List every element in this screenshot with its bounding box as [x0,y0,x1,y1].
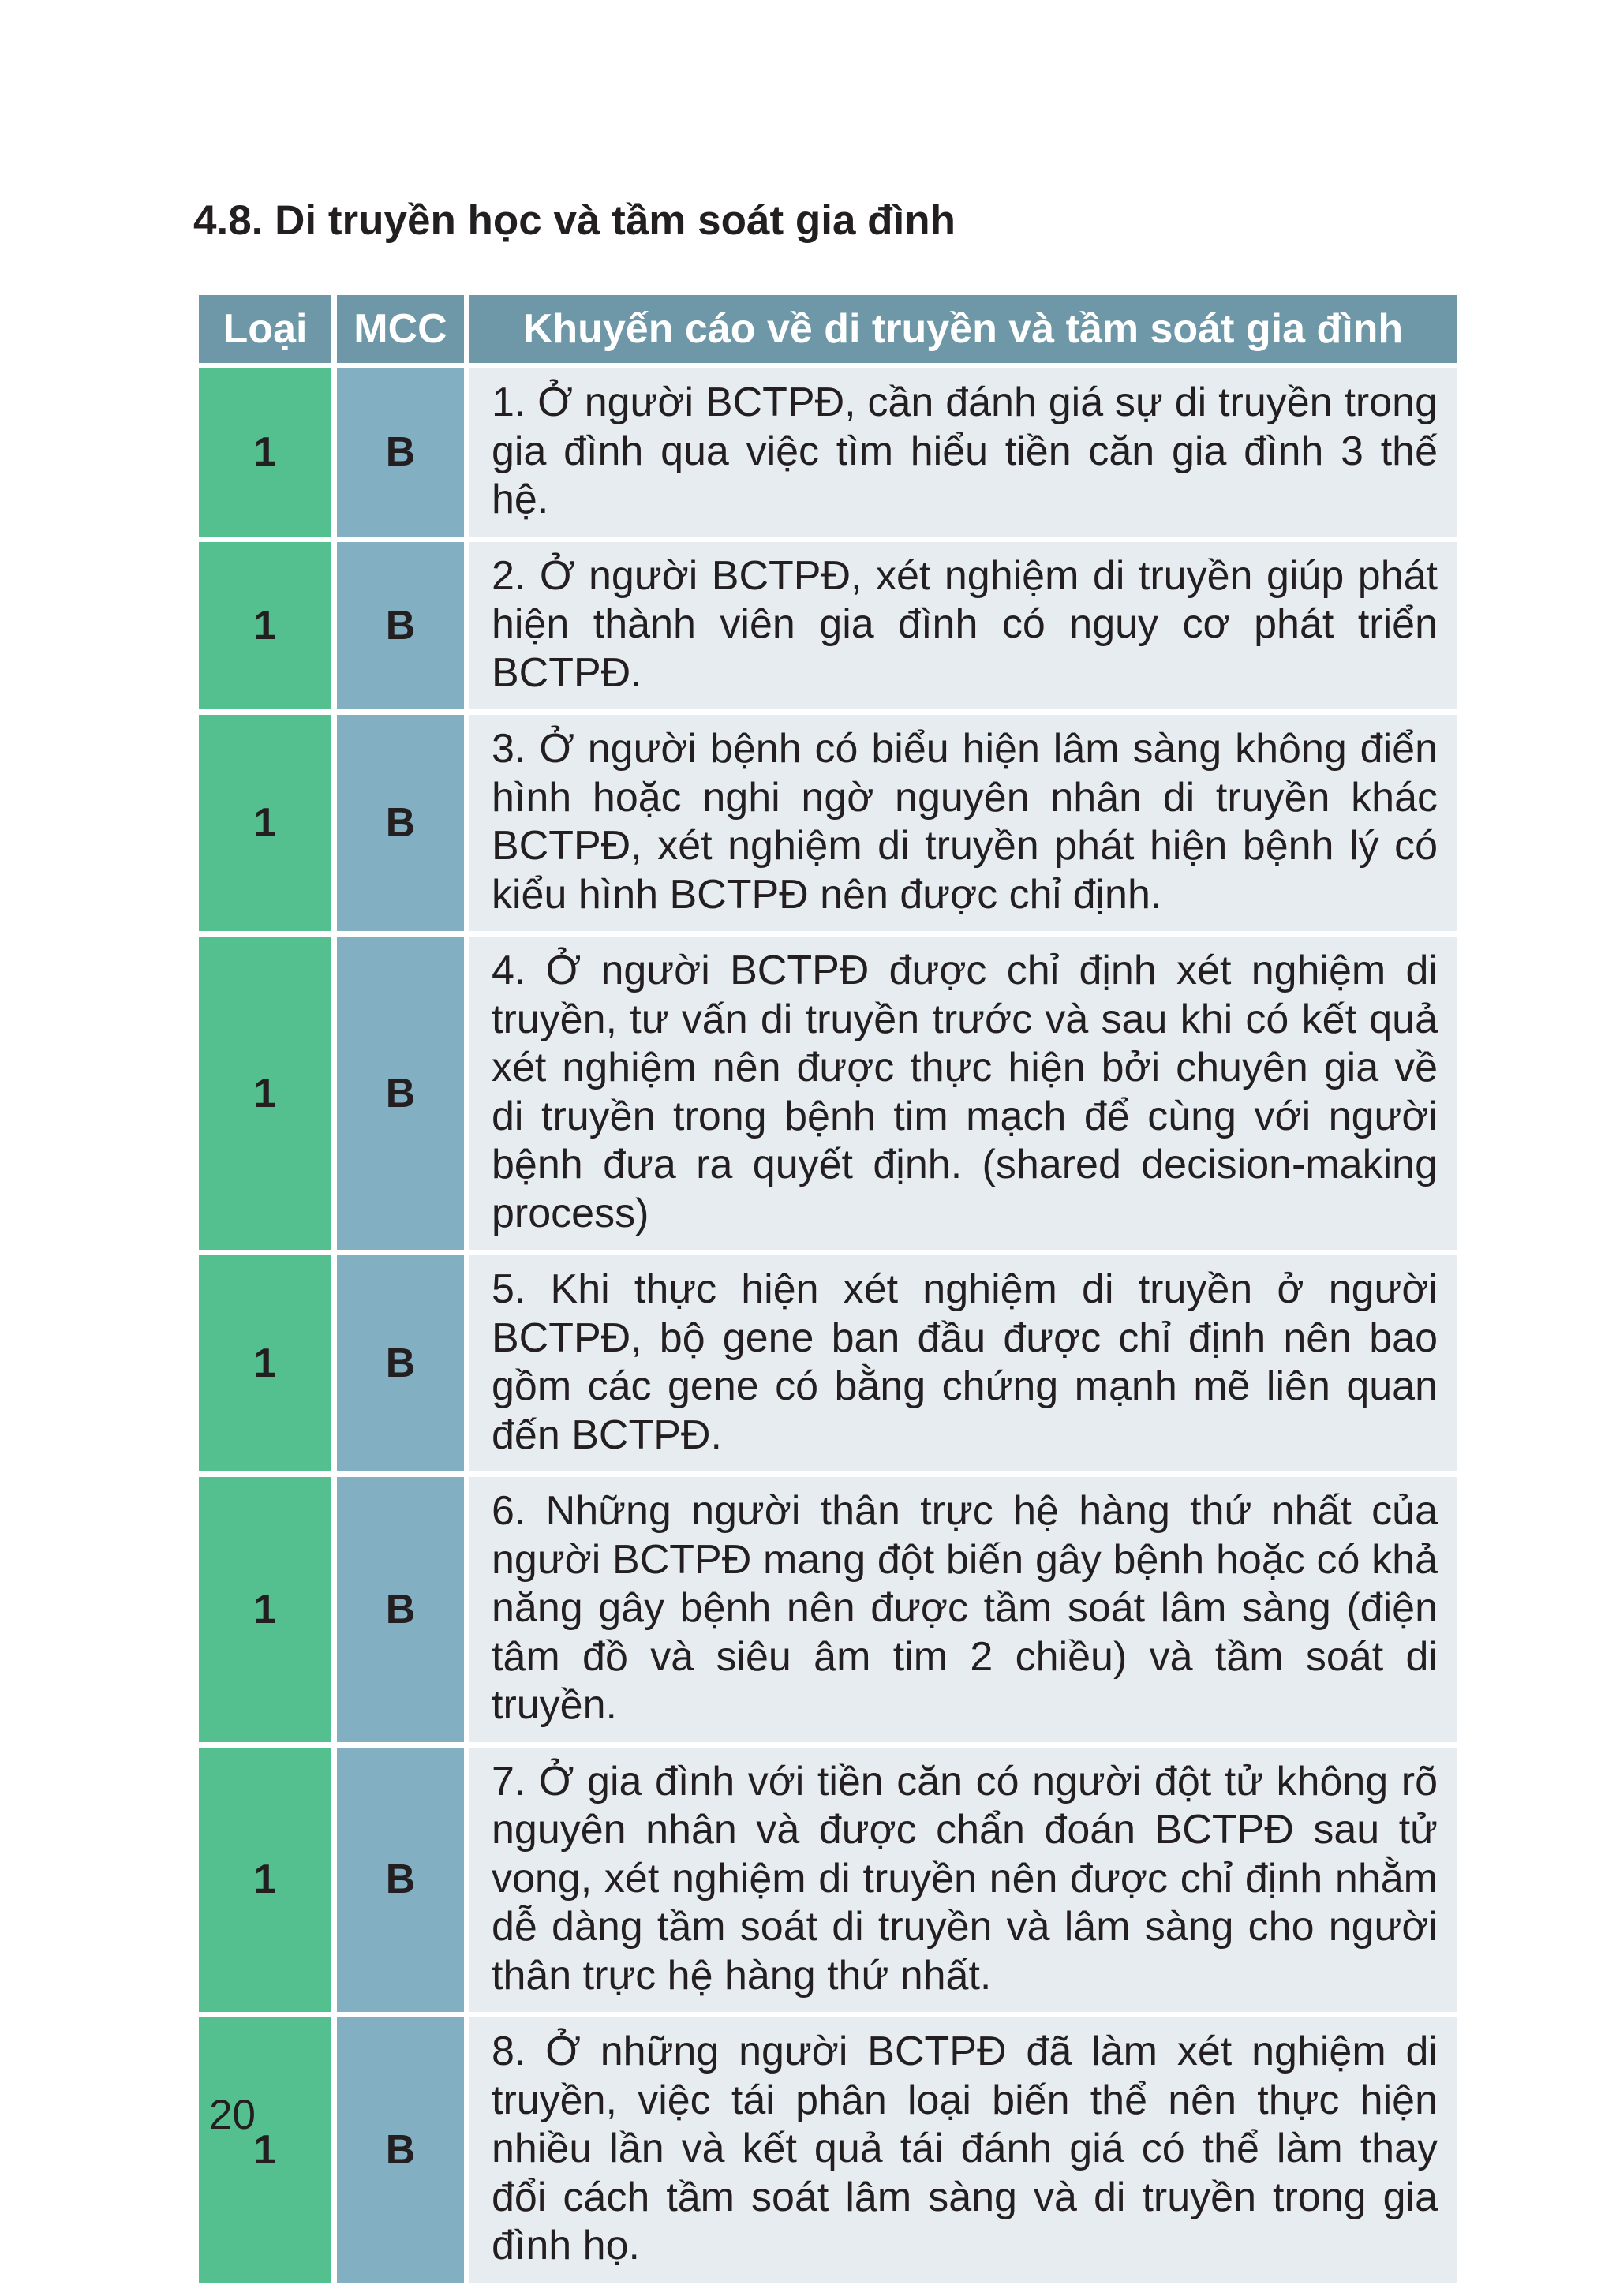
level-cell: B [337,1477,464,1742]
recommendation-text: 1. Ở người BCTPĐ, cần đánh giá sự di truyền trong gia đình qua việc tìm hiểu tiền căn gia đình 3 thế hệ. [469,368,1457,537]
level-cell: B [337,1748,464,2013]
table-header-row [199,295,1457,363]
table-row [199,715,1457,931]
recommendation-text: 4. Ở người BCTPĐ được chỉ định xét nghiệm di truyền, tư vấn di truyền trước và sau khi có kết quả xét nghiệm nên được thực hiện bởi chuyên gia về di truyền trong bệnh tim mạch để cùng với người bệnh đưa ra quyết định. (shared decision-making process) [469,937,1457,1250]
table-row [199,368,1457,537]
recommendation-text: 8. Ở những người BCTPĐ đã làm xét nghiệm di truyền, việc tái phân loại biến thể nên thực hiện nhiều lần và kết quả tái đánh giá có thể làm thay đổi cách tầm soát lâm sàng và di truyền trong gia đình họ. [469,2017,1457,2283]
table-row [199,1477,1457,1742]
class-cell: 1 [199,1748,331,2013]
class-cell: 1 [199,937,331,1250]
table-row [199,1748,1457,2013]
level-cell: B [337,542,464,710]
level-cell: B [337,715,464,931]
level-cell: B [337,2017,464,2283]
class-cell: 1 [199,1477,331,1742]
header-level-of-evidence: MCC [337,295,464,363]
table-row [199,937,1457,1250]
table-row [199,542,1457,710]
table-row [199,2017,1457,2283]
recommendations-table [193,290,1462,2288]
class-cell: 1 [199,715,331,931]
level-cell: B [337,1255,464,1471]
recommendation-text: 2. Ở người BCTPĐ, xét nghiệm di truyền giúp phát hiện thành viên gia đình có nguy cơ phát triển BCTPĐ. [469,542,1457,710]
class-cell: 1 [199,368,331,537]
level-cell: B [337,368,464,537]
header-recommendation: Khuyến cáo về di truyền và tầm soát gia đình [469,295,1457,363]
page-number: 20 [209,2092,256,2138]
class-cell: 1 [199,542,331,710]
table-row [199,1255,1457,1471]
recommendation-text: 3. Ở người bệnh có biểu hiện lâm sàng không điển hình hoặc nghi ngờ nguyên nhân di truyền khác BCTPĐ, xét nghiệm di truyền phát hiện bệnh lý có kiểu hình BCTPĐ nên được chỉ định. [469,715,1457,931]
header-class: Loại [199,295,331,363]
recommendation-text: 7. Ở gia đình với tiền căn có người đột tử không rõ nguyên nhân và được chẩn đoán BCTPĐ sau tử vong, xét nghiệm di truyền nên được chỉ định nhằm dễ dàng tầm soát di truyền và lâm sàng cho người thân trực hệ hàng thứ nhất. [469,1748,1457,2013]
class-cell: 1 [199,2017,331,2283]
section-title: 4.8. Di truyền học và tầm soát gia đình [193,197,956,244]
recommendation-text: 5. Khi thực hiện xét nghiệm di truyền ở người BCTPĐ, bộ gene ban đầu được chỉ định nên bao gồm các gene có bằng chứng mạnh mẽ liên quan đến BCTPĐ. [469,1255,1457,1471]
level-cell: B [337,937,464,1250]
recommendation-text: 6. Những người thân trực hệ hàng thứ nhất của người BCTPĐ mang đột biến gây bệnh hoặc có khả năng gây bệnh nên được tầm soát lâm sàng (điện tâm đồ và siêu âm tim 2 chiều) và tầm soát di truyền. [469,1477,1457,1742]
class-cell: 1 [199,1255,331,1471]
